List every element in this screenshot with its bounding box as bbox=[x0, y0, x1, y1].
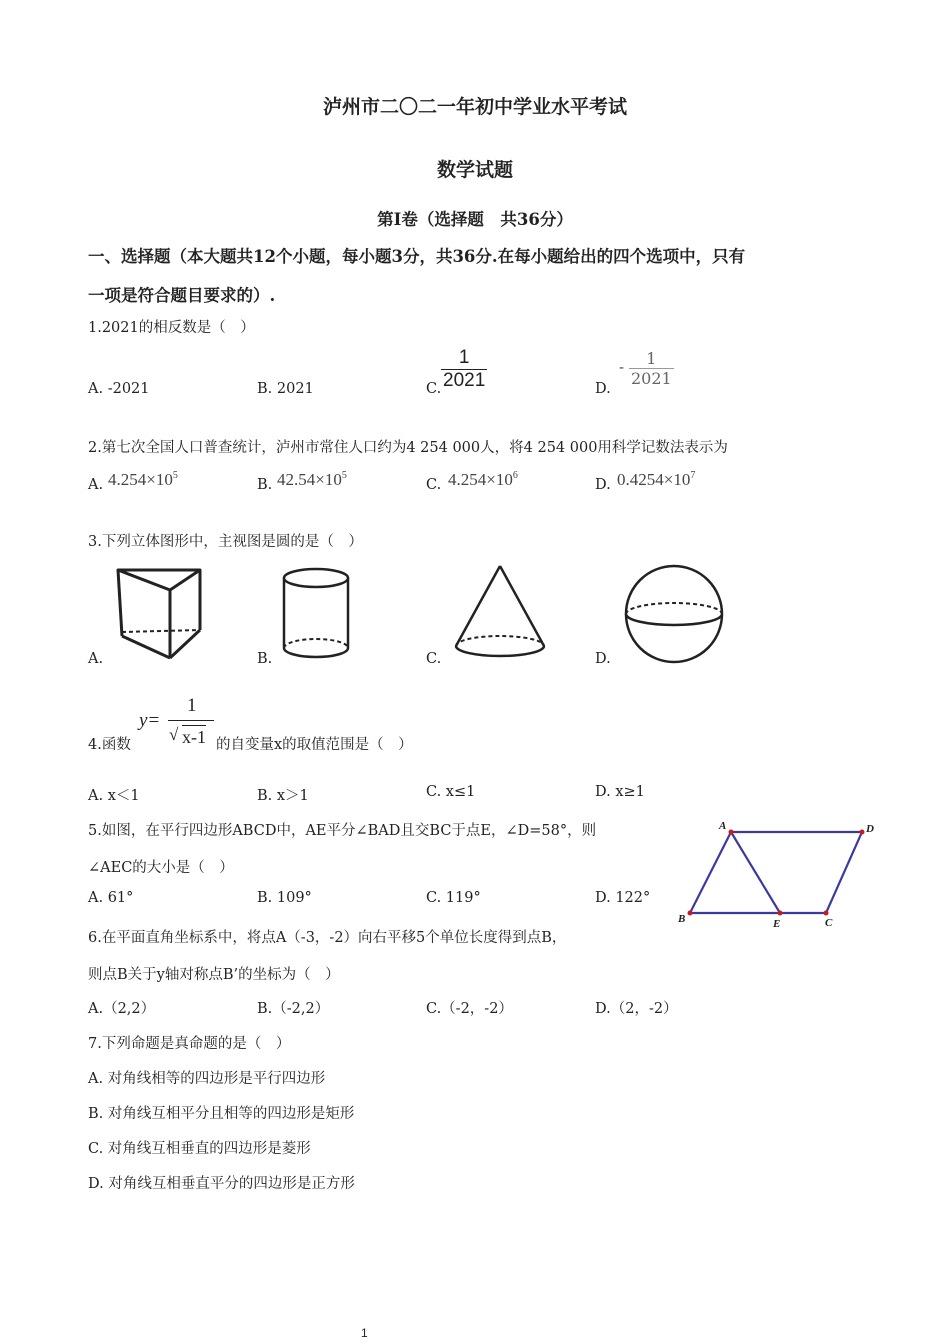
q6-option-b: B.（-2,2） bbox=[257, 1001, 330, 1017]
q1-option-c-label: C. bbox=[426, 381, 442, 397]
q5-line2: ∠AEC的大小是（ ） bbox=[88, 860, 234, 876]
q7-option-d: D. 对角线互相垂直平分的四边形是正方形 bbox=[88, 1176, 355, 1192]
cone-figure bbox=[450, 562, 550, 662]
q1-c-denominator: 2021 bbox=[443, 370, 486, 391]
q1-d-numerator: 1 bbox=[646, 349, 657, 368]
q4-option-b: B. x＞1 bbox=[257, 788, 309, 804]
q2-b-exp: 5 bbox=[341, 470, 347, 481]
q4-option-a: A. x＜1 bbox=[88, 788, 140, 804]
q1-option-a: A. -2021 bbox=[88, 381, 150, 397]
q6-line1: 6.在平面直角坐标系中，将点A（-3，-2）向右平移5个单位长度得到点B， bbox=[88, 930, 567, 946]
q1-d-denominator: 2021 bbox=[631, 369, 672, 388]
q2-c-exp: 6 bbox=[512, 470, 518, 481]
section-instruction-line1: 一、选择题（本大题共12个小题，每小题3分，共36分.在每小题给出的四个选项中，只有 bbox=[88, 247, 746, 266]
q4-prefix: 4.函数 bbox=[88, 737, 131, 753]
q7-option-a: A. 对角线相等的四边形是平行四边形 bbox=[88, 1071, 326, 1087]
q1-stem: 1.2021的相反数是（ ） bbox=[88, 320, 255, 336]
q1-option-d-label: D. bbox=[595, 381, 611, 397]
point-d-label: D bbox=[866, 823, 874, 835]
sqrt-icon: √ bbox=[169, 725, 179, 744]
q2-option-a bbox=[108, 470, 178, 490]
sphere-figure bbox=[622, 562, 726, 666]
q6-option-a: A.（2,2） bbox=[88, 1001, 156, 1017]
q2-a-exp: 5 bbox=[172, 470, 178, 481]
point-b-label: B bbox=[678, 913, 686, 925]
subject-title: 数学试题 bbox=[436, 159, 513, 181]
q7-option-b: B. 对角线互相平分且相等的四边形是矩形 bbox=[88, 1106, 355, 1122]
q2-option-c bbox=[448, 470, 518, 490]
q2-b-base: 42.54×10 bbox=[277, 470, 342, 489]
q2-c-base: 4.254×10 bbox=[448, 470, 513, 489]
q5-option-d: D. 122° bbox=[595, 890, 651, 906]
q5-line1: 5.如图，在平行四边形ABCD中，AE平分∠BAD且交BC于点E，∠D=58°，则 bbox=[88, 823, 597, 839]
q3-option-d: D. bbox=[595, 651, 611, 667]
q2-option-d bbox=[617, 470, 695, 490]
q2-option-b-label: B. bbox=[257, 477, 273, 493]
prism-figure bbox=[112, 562, 212, 666]
q7-option-c: C. 对角线互相垂直的四边形是菱形 bbox=[88, 1141, 311, 1157]
q5-option-a: A. 61° bbox=[88, 890, 134, 906]
q4-option-d: D. x≥1 bbox=[595, 784, 645, 800]
point-c-label: C bbox=[825, 917, 833, 929]
page-number: 1 bbox=[361, 1326, 368, 1340]
q2-option-c-label: C. bbox=[426, 477, 442, 493]
q6-option-d: D.（2，-2） bbox=[595, 1001, 678, 1017]
q1-c-numerator: 1 bbox=[458, 347, 470, 368]
q1-option-c-fraction bbox=[441, 347, 487, 392]
q1-d-sign: - bbox=[619, 358, 625, 376]
q3-option-a: A. bbox=[88, 651, 104, 667]
q4-y-equals: y= bbox=[139, 710, 161, 731]
q4-suffix: 的自变量x的取值范围是（ ） bbox=[216, 737, 413, 753]
q1-option-b: B. 2021 bbox=[257, 381, 314, 397]
q5-option-c: C. 119° bbox=[426, 890, 481, 906]
cylinder-figure bbox=[280, 566, 352, 664]
q4-radicand: x-1 bbox=[182, 727, 206, 747]
q2-a-base: 4.254×10 bbox=[108, 470, 173, 489]
q7-stem: 7.下列命题是真命题的是（ ） bbox=[88, 1036, 291, 1052]
exam-title: 泸州市二〇二一年初中学业水平考试 bbox=[322, 96, 627, 118]
q5-option-b: B. 109° bbox=[257, 890, 312, 906]
q2-d-exp: 7 bbox=[690, 470, 696, 481]
q2-d-base: 0.4254×10 bbox=[617, 470, 691, 489]
point-e-label: E bbox=[773, 918, 781, 930]
q1-option-d-fraction bbox=[629, 349, 674, 388]
parallelogram-figure bbox=[676, 818, 880, 930]
q4-numerator: 1 bbox=[187, 695, 197, 716]
q6-option-c: C.（-2，-2） bbox=[426, 1001, 513, 1017]
q2-option-d-label: D. bbox=[595, 477, 611, 493]
volume-heading: 第Ⅰ卷（选择题 共36分） bbox=[377, 210, 573, 229]
q6-line2: 则点B关于y轴对称点B’的坐标为（ ） bbox=[88, 967, 340, 983]
section-instruction-line2: 一项是符合题目要求的）. bbox=[88, 286, 276, 305]
q2-option-a-label: A. bbox=[88, 477, 104, 493]
q3-option-b: B. bbox=[257, 651, 273, 667]
q2-stem: 2.第七次全国人口普查统计，泸州市常住人口约为4 254 000人，将4 254 000用科学记数法表示为 bbox=[88, 440, 728, 456]
q2-option-b bbox=[277, 470, 347, 490]
q3-option-c: C. bbox=[426, 651, 442, 667]
q4-option-c: C. x≤1 bbox=[426, 784, 476, 800]
point-a-label: A bbox=[719, 820, 727, 832]
q3-stem: 3.下列立体图形中，主视图是圆的是（ ） bbox=[88, 534, 363, 550]
